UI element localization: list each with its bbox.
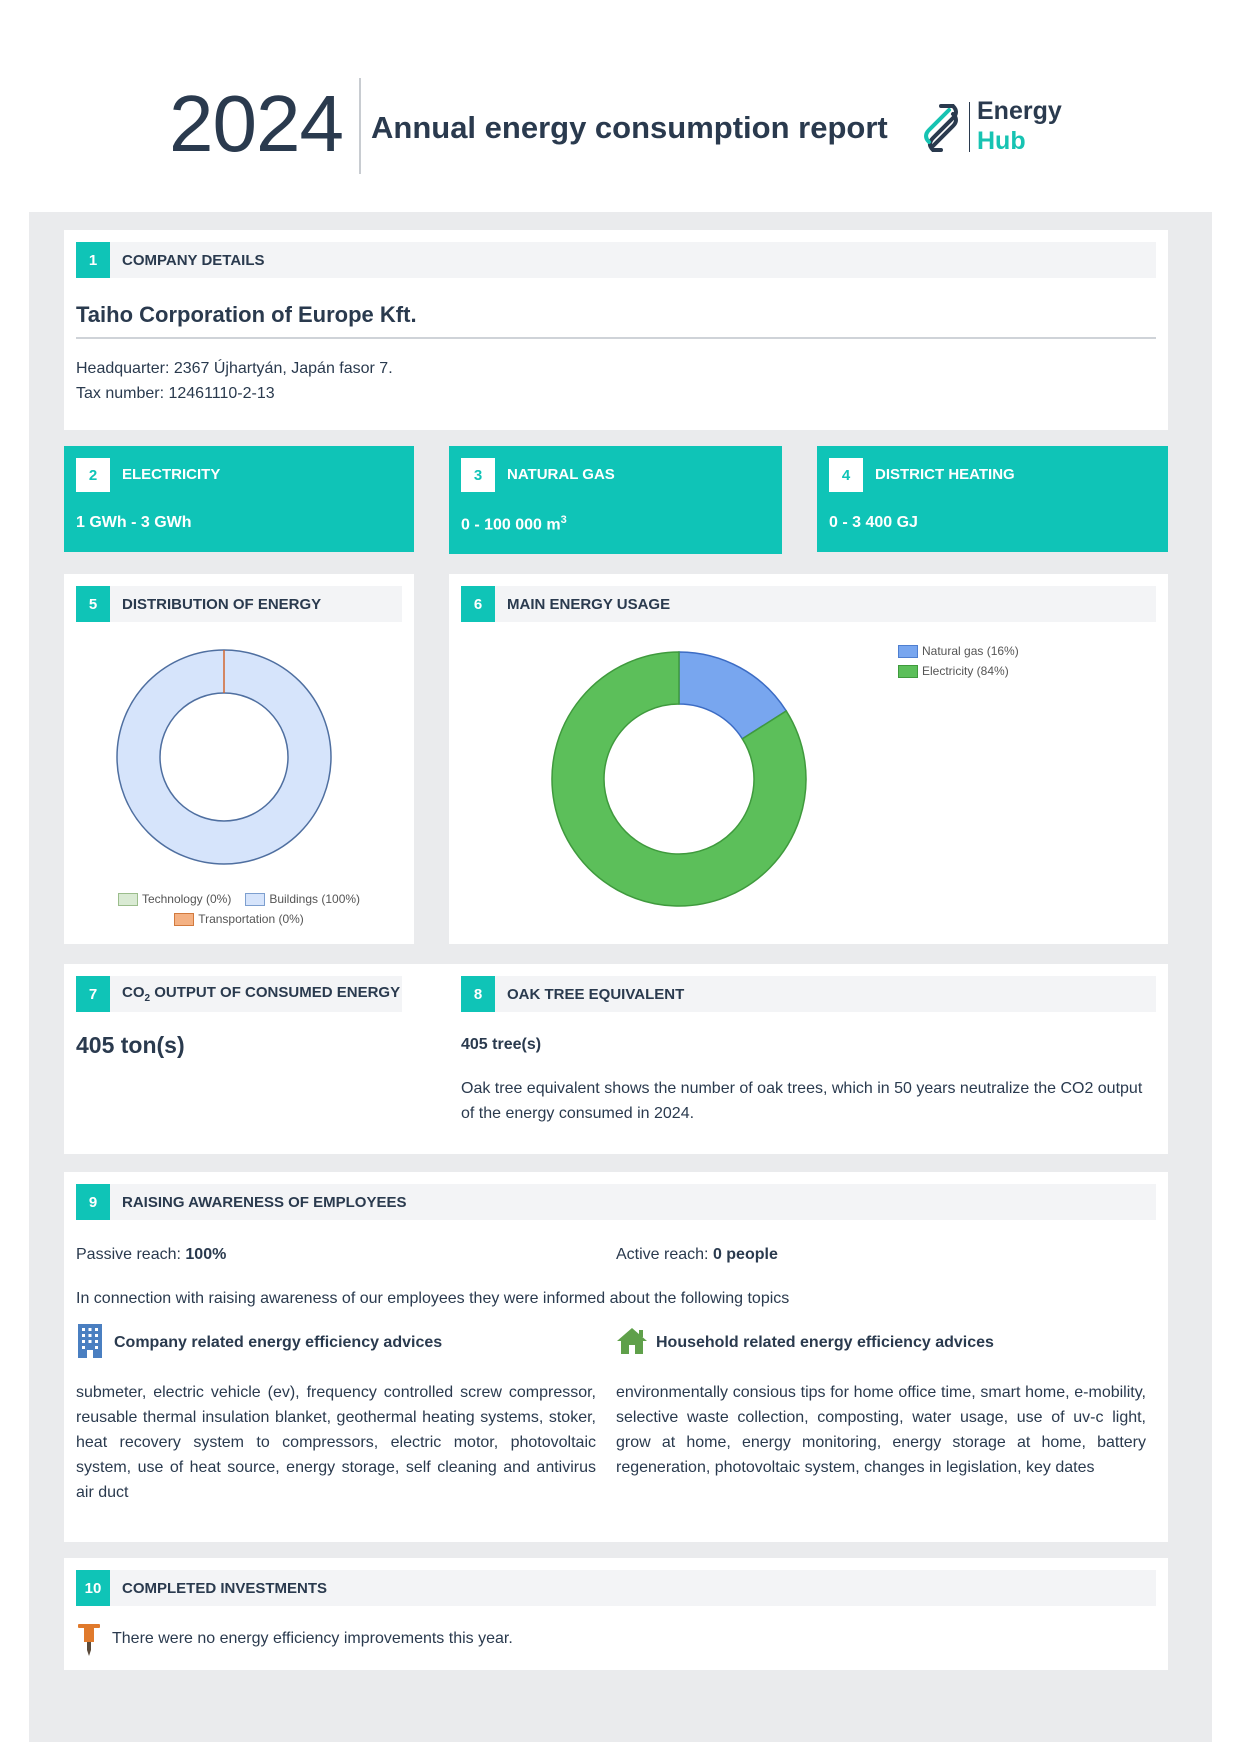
energy-hub-logo-icon <box>919 98 963 158</box>
main-energy-usage-header <box>461 586 1156 622</box>
legend-swatch <box>174 913 194 926</box>
company-name: Taiho Corporation of Europe Kft. <box>76 302 417 327</box>
report-title: Annual energy consumption report <box>371 110 888 145</box>
co2-output-header <box>76 976 402 1012</box>
legend-row <box>64 912 414 926</box>
section-number: 4 <box>829 458 863 492</box>
company-advices-text: submeter, electric vehicle (ev), frequency controlled screw compressor, reusable thermal insulation blanket, geothermal heating systems, stoker, heat recovery system to compressors, electric motor, photovoltaic system, use of heat source, energy storage, self cleaning and antivirus air duct <box>76 1384 596 1501</box>
section-number: 6 <box>461 586 495 622</box>
report-header <box>29 12 1212 212</box>
distribution-donut-chart <box>99 632 349 882</box>
legend-item-technology <box>118 892 231 906</box>
distribution-legend <box>64 892 414 926</box>
company-details-header <box>76 242 1156 278</box>
house-icon <box>615 1326 649 1356</box>
co2-label-pre: CO <box>122 984 145 1001</box>
section-title: DISTRIBUTION OF ENERGY <box>122 595 322 613</box>
passive-reach-label: Passive reach: <box>76 1246 186 1263</box>
company-details-card <box>64 230 1168 430</box>
electricity-value: 1 GWh - 3 GWh <box>76 514 192 531</box>
section-title: MAIN ENERGY USAGE <box>507 595 671 613</box>
active-reach-label: Active reach: <box>616 1246 713 1263</box>
section-title: OAK TREE EQUIVALENT <box>507 985 685 1003</box>
co2-label-post: OUTPUT OF CONSUMED ENERGY <box>150 984 401 1001</box>
household-advices-title: Household related energy efficiency advices <box>656 1334 994 1351</box>
distribution-header <box>76 586 402 622</box>
natural-gas-value-text: 0 - 100 000 m <box>461 516 561 534</box>
investments-header <box>76 1570 1156 1606</box>
legend-item-natural-gas <box>898 644 1019 658</box>
report-page <box>29 12 1212 1742</box>
main-energy-usage-donut-chart <box>534 634 824 924</box>
passive-reach-value: 100% <box>185 1246 227 1263</box>
awareness-card <box>64 1172 1168 1542</box>
natural-gas-unit-exponent: 3 <box>560 514 567 526</box>
awareness-intro: In connection with raising awareness of our employees they were informed about the following topics <box>76 1290 790 1307</box>
logo-text-hub: Hub <box>977 127 1026 155</box>
co2-output-value: 405 ton(s) <box>76 1032 185 1058</box>
section-number: 8 <box>461 976 495 1012</box>
section-title <box>122 984 400 1004</box>
district-heating-value: 0 - 3 400 GJ <box>829 514 918 531</box>
co2-oak-card <box>64 964 1168 1154</box>
jackhammer-icon <box>76 1622 102 1658</box>
distribution-card <box>64 574 414 944</box>
section-title: RAISING AWARENESS OF EMPLOYEES <box>122 1193 407 1211</box>
section-title: DISTRICT HEATING <box>875 466 1015 483</box>
logo-text-energy: Energy <box>977 97 1062 125</box>
legend-item-buildings <box>245 892 360 906</box>
legend-label: Transportation (0%) <box>198 912 304 926</box>
co2-label-sub: 2 <box>144 993 151 1004</box>
legend-swatch <box>118 893 138 906</box>
building-icon <box>76 1322 104 1360</box>
legend-label: Technology (0%) <box>141 892 232 906</box>
section-number: 10 <box>76 1570 110 1606</box>
natural-gas-card <box>449 446 782 554</box>
section-title: ELECTRICITY <box>122 466 221 483</box>
section-number: 2 <box>76 458 110 492</box>
section-number: 7 <box>76 976 110 1012</box>
electricity-card <box>64 446 414 552</box>
legend-item-transportation <box>174 912 304 926</box>
legend-item-electricity <box>898 664 1019 678</box>
company-advices-title: Company related energy efficiency advices <box>114 1334 443 1351</box>
household-advices-text: environmentally consious tips for home office time, smart home, e-mobility, selective waste collection, composting, water usage, use of uv-c light, grow at home, energy monitoring, energy storage at home, battery regeneration, photovoltaic system, changes in legislation, key dates <box>616 1384 1146 1476</box>
company-tax-number: Tax number: 12461110-2-13 <box>76 385 275 402</box>
oak-tree-description: Oak tree equivalent shows the number of oak trees, which in 50 years neutralize the CO2 output of the energy consumed in 2024. <box>461 1080 1143 1122</box>
company-divider <box>76 337 1156 339</box>
usage-legend <box>898 644 1019 678</box>
energy-hub-logo <box>919 98 1089 168</box>
natural-gas-value <box>461 514 567 534</box>
section-number: 1 <box>76 242 110 278</box>
passive-reach <box>76 1242 226 1267</box>
oak-tree-value: 405 tree(s) <box>461 1036 542 1053</box>
oak-tree-header <box>461 976 1156 1012</box>
active-reach <box>616 1242 778 1267</box>
awareness-header <box>76 1184 1156 1220</box>
main-energy-usage-card <box>449 574 1168 944</box>
report-year: 2024 <box>169 79 343 168</box>
company-headquarter: Headquarter: 2367 Újhartyán, Japán fasor 7. <box>76 360 393 377</box>
legend-label: Electricity (84%) <box>922 664 1009 678</box>
district-heating-card <box>817 446 1168 552</box>
legend-row <box>64 892 414 906</box>
section-number: 3 <box>461 458 495 492</box>
legend-label: Natural gas (16%) <box>922 644 1019 658</box>
logo-divider <box>969 102 970 152</box>
section-number: 9 <box>76 1184 110 1220</box>
header-divider <box>359 78 361 174</box>
legend-swatch <box>898 645 918 658</box>
section-title: COMPLETED INVESTMENTS <box>122 1579 328 1597</box>
legend-swatch <box>245 893 265 906</box>
legend-label: Buildings (100%) <box>269 892 361 906</box>
investments-card <box>64 1558 1168 1670</box>
investments-text: There were no energy efficiency improvements this year. <box>112 1630 513 1647</box>
active-reach-value: 0 people <box>712 1246 778 1263</box>
legend-swatch <box>898 665 918 678</box>
section-title: NATURAL GAS <box>507 466 615 483</box>
section-title: COMPANY DETAILS <box>122 251 265 269</box>
section-number: 5 <box>76 586 110 622</box>
